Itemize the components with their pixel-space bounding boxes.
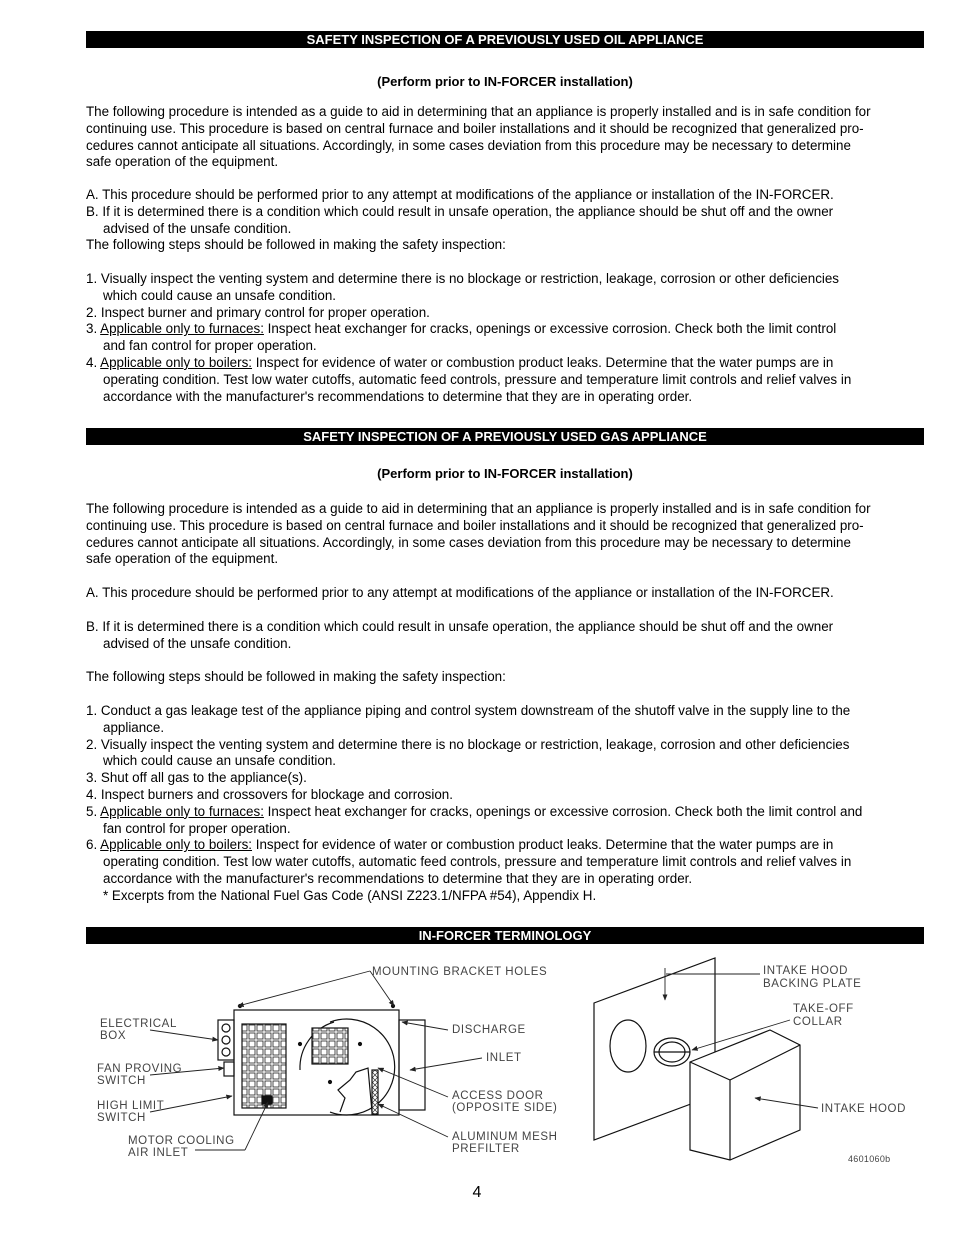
gas-steps-list — [86, 703, 924, 905]
gas-step-3: 3. Shut off all gas to the appliance(s). — [86, 770, 307, 786]
oil-steps-intro: The following steps should be followed in making the safety inspection: — [86, 237, 506, 253]
gas-step-2-cont: which could cause an unsafe condition. — [103, 753, 337, 769]
label-intake-hood-backing-plate: INTAKE HOOD — [763, 965, 848, 977]
gas-intro-line: safe operation of the equipment. — [86, 551, 279, 567]
label-take-off-collar: TAKE-OFF — [793, 1003, 854, 1015]
gas-step-6-cont: operating condition. Test low water cutoffs, automatic feed controls, pressure and temperature limit controls and relief valves in — [103, 854, 852, 870]
terminology-header: IN-FORCER TERMINOLOGY — [86, 927, 924, 944]
gas-step-5: 5. Applicable only to furnaces: Inspect heat exchanger for cracks, openings or excessive corrosion. Check both the limit control and — [86, 803, 863, 819]
label-intake-hood-backing-plate-2: BACKING PLATE — [763, 978, 862, 990]
oil-step-3-qualifier: Applicable only to furnaces: — [100, 321, 264, 337]
oil-condition-b-cont: advised of the unsafe condition. — [103, 220, 292, 236]
oil-intro-line: cedures cannot anticipate all situations. Accordingly, in some cases deviation from this procedure may be necessary to determine — [86, 137, 851, 153]
oil-intro-line: safe operation of the equipment. — [86, 154, 279, 170]
gas-step-1-cont: appliance. — [103, 719, 165, 735]
oil-condition-b: B. If it is determined there is a condition which could result in unsafe operation, the appliance should be shut off and the owner — [86, 203, 834, 219]
label-electrical-box-2: BOX — [100, 1030, 127, 1042]
oil-section-header: SAFETY INSPECTION OF A PREVIOUSLY USED OIL APPLIANCE — [86, 31, 924, 48]
gas-steps-intro: The following steps should be followed in making the safety inspection: — [86, 669, 506, 684]
drawing-number: 4601060b — [848, 1154, 891, 1164]
oil-step-4-qualifier: Applicable only to boilers: — [100, 354, 253, 370]
label-motor-cooling-air-inlet-2: AIR INLET — [128, 1147, 189, 1159]
gas-step-6-qualifier: Applicable only to boilers: — [100, 837, 253, 853]
label-high-limit-switch: HIGH LIMIT — [97, 1100, 165, 1112]
gas-subheader: (Perform prior to IN-FORCER installation) — [377, 466, 633, 481]
label-high-limit-switch-2: SWITCH — [97, 1112, 146, 1124]
gas-step-6-cont: accordance with the manufacturer's recommendations to determine that they are in operating order. — [103, 870, 693, 886]
label-electrical-box: ELECTRICAL — [100, 1018, 177, 1030]
inforcer-unit-drawing — [218, 1005, 425, 1116]
terminology-diagram — [0, 950, 954, 1175]
label-motor-cooling-air-inlet: MOTOR COOLING — [128, 1135, 235, 1147]
oil-step-1-cont: which could cause an unsafe condition. — [103, 287, 337, 303]
page-number: 4 — [472, 1184, 482, 1201]
label-aluminum-mesh-prefilter-2: PREFILTER — [452, 1143, 520, 1155]
oil-step-4: 4. Applicable only to boilers: Inspect for evidence of water or combustion product leaks. Determine that the water pumps are in — [86, 354, 834, 370]
gas-section-header: SAFETY INSPECTION OF A PREVIOUSLY USED GAS APPLIANCE — [86, 428, 924, 445]
oil-step-1: 1. Visually inspect the venting system and determine there is no blockage or restriction, leakage, corrosion or other deficiencies — [86, 271, 840, 286]
gas-condition-a: A. This procedure should be performed prior to any attempt at modifications of the appliance or installation of the IN-FORCER. — [86, 585, 834, 600]
oil-intro-paragraph — [86, 104, 924, 171]
label-fan-proving-switch: FAN PROVING — [97, 1063, 183, 1075]
oil-step-2: 2. Inspect burner and primary control for proper operation. — [86, 304, 430, 320]
oil-step-4-cont: operating condition. Test low water cutoffs, automatic feed controls, pressure and temperature limit controls and relief valves in — [103, 371, 852, 387]
label-access-door-2: (OPPOSITE SIDE) — [452, 1102, 558, 1114]
label-take-off-collar-2: COLLAR — [793, 1016, 843, 1028]
oil-subheader: (Perform prior to IN-FORCER installation) — [377, 74, 633, 89]
oil-step-3: 3. Applicable only to furnaces: Inspect heat exchanger for cracks, openings or excessive corrosion. Check both the limit control — [86, 321, 837, 337]
gas-condition-b-cont: advised of the unsafe condition. — [103, 635, 292, 651]
oil-intro-line: continuing use. This procedure is based on central furnace and boiler installations and it should be recognized that generalized pro- — [86, 120, 864, 136]
label-intake-hood: INTAKE HOOD — [821, 1103, 906, 1115]
oil-intro-line: The following procedure is intended as a guide to aid in determining that an appliance is properly installed and is in safe condition for — [86, 104, 871, 119]
gas-step-5-qualifier: Applicable only to furnaces: — [100, 803, 264, 819]
oil-step-4-cont: accordance with the manufacturer's recommendations to determine that they are in operating order. — [103, 388, 693, 404]
oil-step-3-cont: and fan control for proper operation. — [103, 338, 317, 354]
gas-step-5-cont: fan control for proper operation. — [103, 820, 291, 836]
oil-conditions — [86, 187, 924, 254]
label-inlet: INLET — [486, 1052, 522, 1064]
label-aluminum-mesh-prefilter: ALUMINUM MESH — [452, 1131, 558, 1143]
gas-step-1: 1. Conduct a gas leakage test of the appliance piping and control system downstream of the shutoff valve in the supply line to the — [86, 703, 851, 718]
gas-condition-b: B. If it is determined there is a condition which could result in unsafe operation, the appliance should be shut off and the owner advised of the unsafe condition. — [86, 619, 924, 653]
label-access-door: ACCESS DOOR — [452, 1090, 544, 1102]
oil-steps-list — [86, 271, 924, 405]
gas-intro-line: The following procedure is intended as a guide to aid in determining that an appliance is properly installed and is in safe condition for — [86, 501, 871, 516]
gas-step-4: 4. Inspect burners and crossovers for blockage and corrosion. — [86, 786, 453, 802]
gas-intro-line: cedures cannot anticipate all situations. Accordingly, in some cases deviation from this procedure may be necessary to determine — [86, 534, 851, 550]
gas-footnote: * Excerpts from the National Fuel Gas Code (ANSI Z223.1/NFPA #54), Appendix H. — [103, 887, 597, 903]
gas-intro-paragraph — [86, 501, 924, 568]
label-mounting-bracket-holes: MOUNTING BRACKET HOLES — [372, 966, 548, 978]
gas-step-6: 6. Applicable only to boilers: Inspect for evidence of water or combustion product leaks. Determine that the water pumps are in — [86, 837, 834, 853]
oil-condition-a: A. This procedure should be performed prior to any attempt at modifications of the appliance or installation of the IN-FORCER. — [86, 187, 834, 202]
label-discharge: DISCHARGE — [452, 1024, 526, 1036]
label-fan-proving-switch-2: SWITCH — [97, 1075, 146, 1087]
gas-intro-line: continuing use. This procedure is based on central furnace and boiler installations and it should be recognized that generalized pro- — [86, 517, 864, 533]
gas-step-2: 2. Visually inspect the venting system and determine there is no blockage or restriction, leakage, corrosion and other deficiencies — [86, 736, 850, 752]
